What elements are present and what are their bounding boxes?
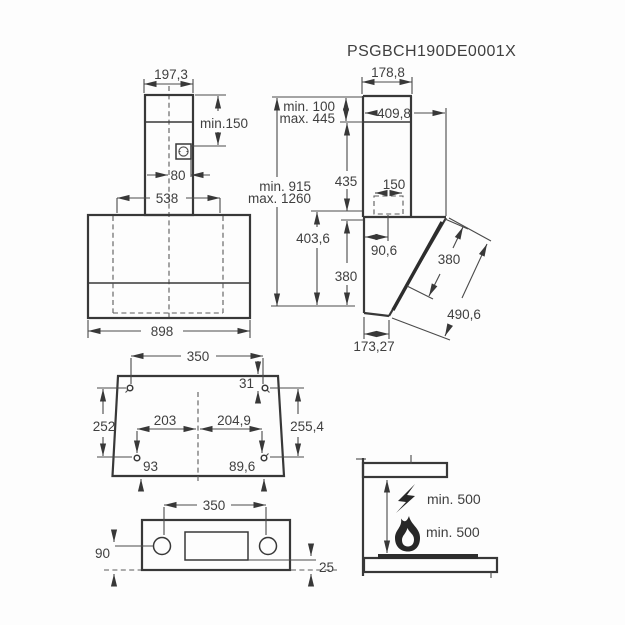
dim-bottom-right-offset: 25 (319, 560, 335, 575)
clearance-gas-label: min. 500 (426, 524, 480, 540)
dim-left-height: 252 (92, 419, 116, 434)
mounting-template-view (93, 349, 325, 491)
lightning-icon (396, 484, 415, 513)
dim-right-bottom: 89,6 (229, 459, 256, 474)
dim-body-height: 403,6 (296, 231, 330, 246)
dim-template-hole-span: 350 (186, 349, 210, 364)
clearance-view (356, 455, 497, 578)
bottom-view (95, 498, 337, 586)
glass-panel (393, 222, 442, 310)
dim-top-depth: 409,8 (377, 106, 411, 121)
dim-socket-offset: 80 (170, 168, 186, 183)
dim-total-max: max. 1260 (247, 191, 311, 206)
clearance-electric-label: min. 500 (427, 491, 481, 507)
dim-left-bottom: 93 (143, 459, 159, 474)
dim-left-center: 203 (153, 413, 177, 428)
dim-chimney-width: 197,3 (154, 67, 188, 82)
worktop (364, 558, 497, 572)
dim-right-center: 204,9 (217, 413, 251, 428)
side-view (248, 65, 491, 354)
flame-icon (395, 516, 420, 552)
dim-duct-offset: 90,6 (370, 243, 398, 258)
dim-bottom-left-offset: 90 (94, 546, 110, 561)
hood-body-side (364, 217, 446, 316)
dim-glass-length: 380 (437, 252, 461, 267)
front-view (88, 67, 250, 339)
dim-bottom-depth: 173,27 (353, 339, 395, 354)
dim-depth: 178,8 (371, 65, 405, 80)
dim-chimney-min-height: min.150 (200, 116, 249, 131)
dim-telescopic-min: min. 100 (283, 99, 335, 114)
dim-body-width: 898 (150, 324, 174, 339)
power-socket-icon (176, 144, 191, 159)
dim-bottom-hole-span: 350 (202, 498, 226, 513)
dim-duct-width: 150 (382, 177, 406, 192)
dim-front-height: 380 (334, 269, 358, 284)
dim-right-height: 255,4 (290, 419, 324, 434)
diagram-title: PSGBCH190DE0001X (347, 43, 517, 60)
dim-total-min: min. 915 (259, 179, 311, 194)
filter-opening (185, 532, 248, 560)
left-hole (154, 538, 171, 555)
hood-bottom-profile (363, 463, 447, 477)
dim-glass-total-length: 490,6 (447, 307, 481, 322)
dim-hole-top-offset: 31 (238, 376, 254, 391)
dim-chimney-height: 435 (334, 174, 358, 189)
right-hole (260, 538, 277, 555)
dim-telescopic-max: max. 445 (279, 111, 335, 126)
cooktop (378, 554, 478, 559)
dim-bracket-width: 538 (155, 191, 179, 206)
duct-outlet (374, 196, 403, 214)
